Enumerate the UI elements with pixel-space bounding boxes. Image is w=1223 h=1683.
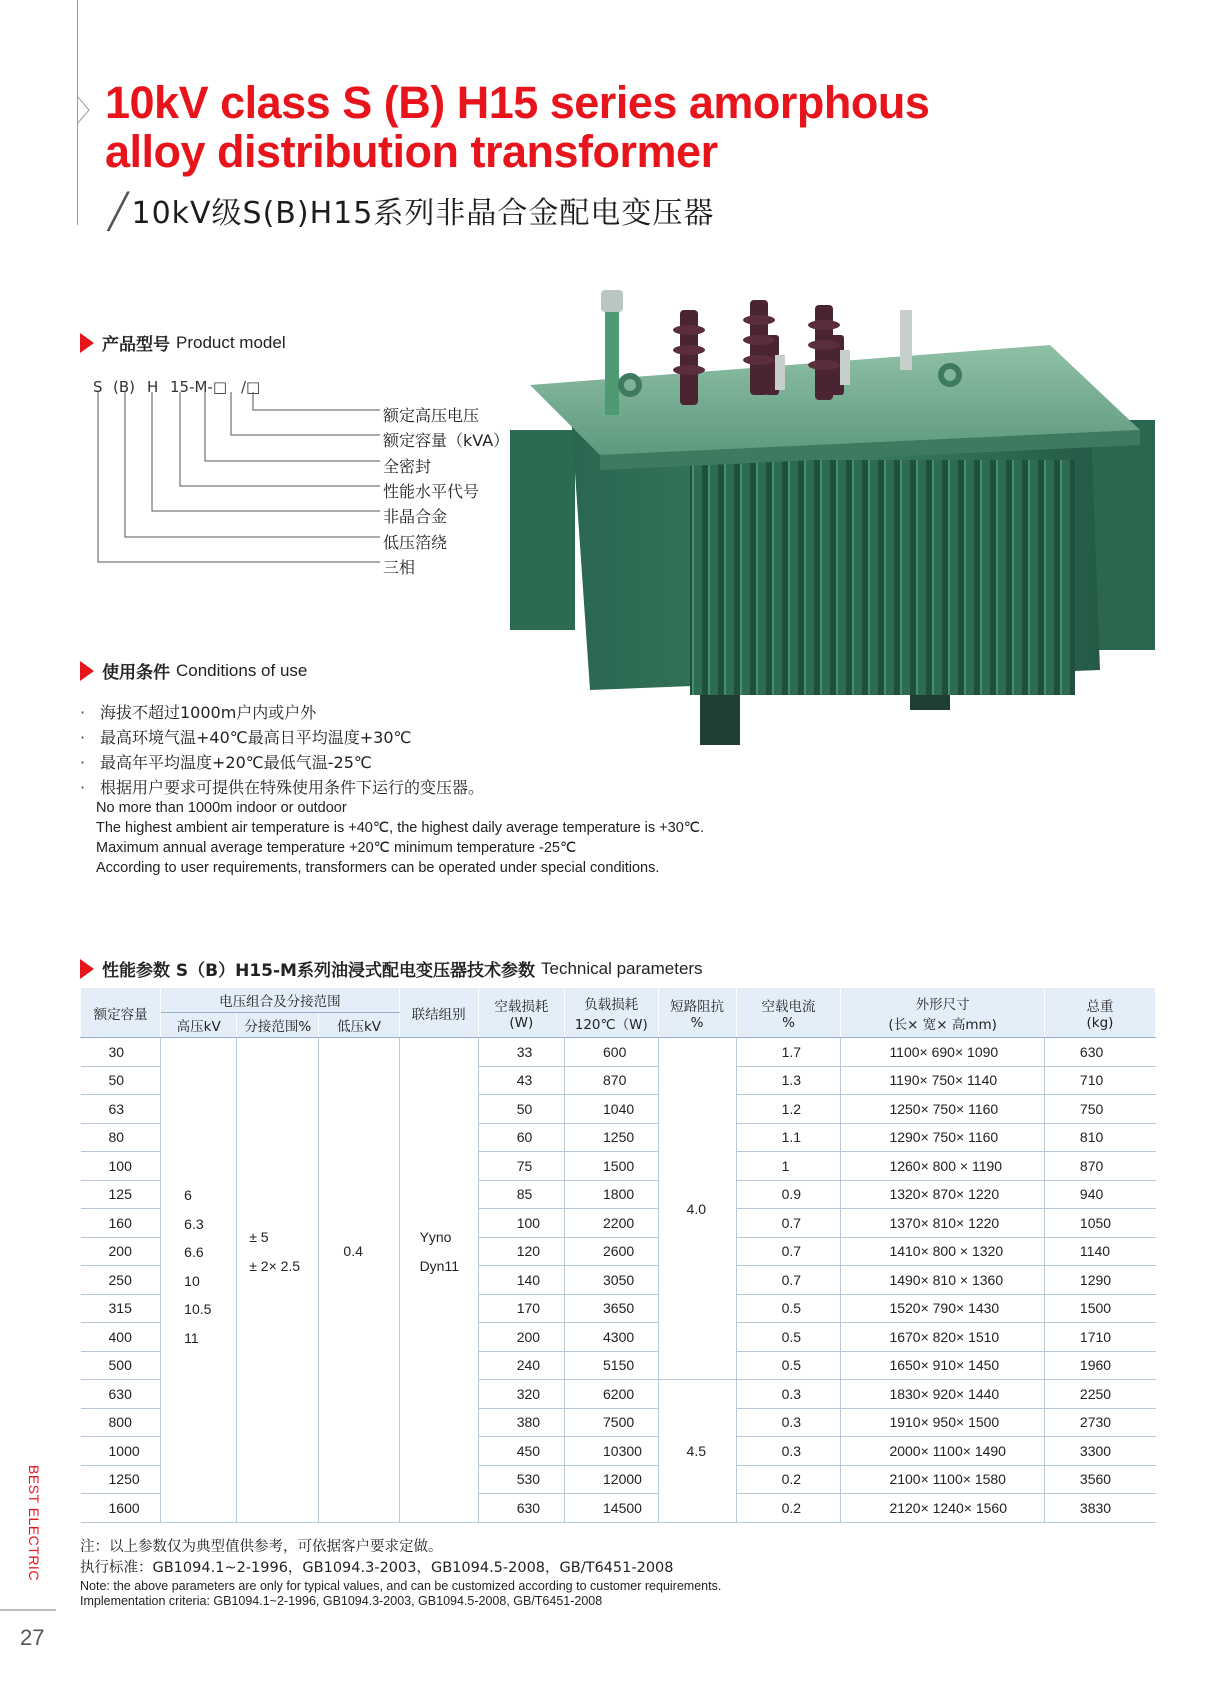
header-lv: 低压kV [319,1013,399,1038]
cell-load-loss: 1040 [565,1095,659,1124]
cell-load-loss: 2200 [565,1209,659,1238]
header-voltage-group: 电压组合及分接范围 [161,988,399,1013]
label-fully-sealed: 全密封 [383,457,432,476]
cell-noload-loss: 630 [478,1494,564,1523]
cell-capacity: 315 [81,1294,161,1323]
cell-noload-current: 1.7 [736,1038,841,1067]
list-item: · 最高年平均温度+20℃最低气温-25℃ [80,753,372,772]
cell-dimensions: 1410× 800 × 1320 [841,1237,1044,1266]
cell-noload-current: 0.9 [736,1180,841,1209]
cell-hv-voltages [161,1038,237,1523]
cell-value: 0.4 [343,1243,363,1259]
label-performance-code: 性能水平代号 [383,482,480,501]
cell-value: ± 5 [249,1229,269,1245]
cell-dimensions: 1670× 820× 1510 [841,1323,1044,1352]
cell-capacity: 63 [81,1095,161,1124]
cell-noload-current: 1.3 [736,1066,841,1095]
conditions-list-en [96,798,704,878]
cell-capacity: 50 [81,1066,161,1095]
section-heading-product-model: 产品型号 Product model [80,330,286,355]
cell-capacity: 125 [81,1180,161,1209]
cell-capacity: 1000 [81,1437,161,1466]
cell-noload-current: 0.7 [736,1237,841,1266]
cell-weight: 1710 [1044,1323,1155,1352]
red-triangle-icon [80,333,94,353]
cell-lv-voltage [319,1038,399,1523]
cell-value: 6.3 [184,1215,204,1232]
header-rule-notch [77,96,91,124]
cell-noload-loss: 33 [478,1038,564,1067]
cell-dimensions: 1830× 920× 1440 [841,1380,1044,1409]
cell-dimensions: 1290× 750× 1160 [841,1123,1044,1152]
cell-noload-loss: 240 [478,1351,564,1380]
cell-noload-loss: 120 [478,1237,564,1266]
list-item: No more than 1000m indoor or outdoor [96,800,347,816]
cell-load-loss: 10300 [565,1437,659,1466]
cell-load-loss: 1800 [565,1180,659,1209]
cell-noload-loss: 530 [478,1465,564,1494]
cell-noload-current: 0.2 [736,1494,841,1523]
cell-tap-range [237,1038,319,1523]
page-title-en: 10kV class S (B) H15 series amorphous alloy distribution transformer [105,77,930,177]
cell-noload-current: 0.5 [736,1294,841,1323]
cell-impedance-group: 4.0 [658,1038,736,1380]
cell-weight: 1960 [1044,1351,1155,1380]
cell-noload-loss: 100 [478,1209,564,1238]
cell-value: ± 2× 2.5 [249,1257,301,1274]
cell-noload-loss: 380 [478,1408,564,1437]
cell-dimensions: 1190× 750× 1140 [841,1066,1044,1095]
cell-noload-current: 0.7 [736,1209,841,1238]
label-three-phase: 三相 [383,558,416,577]
header-weight: 总重 (kg) [1044,988,1155,1038]
header-impedance: 短路阻抗 % [658,988,736,1038]
cell-noload-loss: 85 [478,1180,564,1209]
cell-load-loss: 870 [565,1066,659,1095]
page-number: 27 [20,1625,45,1650]
cell-weight: 1500 [1044,1294,1155,1323]
header-dimensions: 外形尺寸 (长× 宽× 高mm) [841,988,1044,1038]
standard-cn: 执行标准：GB1094.1~2-1996，GB1094.3-2003，GB1094.5-2008，GB/T6451-2008 [80,1560,674,1576]
header-noload-loss: 空载损耗 (W) [478,988,564,1038]
cell-value: 6 [184,1187,192,1203]
cell-load-loss: 7500 [565,1408,659,1437]
cell-load-loss: 1500 [565,1152,659,1181]
cell-noload-loss: 170 [478,1294,564,1323]
cell-noload-current: 0.3 [736,1437,841,1466]
cell-weight: 2250 [1044,1380,1155,1409]
list-item: According to user requirements, transformers can be operated under special conditions. [96,860,660,876]
header-noload-current: 空载电流 % [736,988,841,1038]
cell-capacity: 800 [81,1408,161,1437]
cell-weight: 870 [1044,1152,1155,1181]
cell-load-loss: 5150 [565,1351,659,1380]
section-heading-conditions: 使用条件 Conditions of use [80,658,307,683]
cell-capacity: 80 [81,1123,161,1152]
cell-noload-loss: 140 [478,1266,564,1295]
table-body [81,1038,1156,1523]
cell-weight: 630 [1044,1038,1155,1067]
cell-noload-current: 0.7 [736,1266,841,1295]
header-tap: 分接范围% [237,1013,319,1038]
cell-noload-loss: 43 [478,1066,564,1095]
cell-load-loss: 1250 [565,1123,659,1152]
cell-capacity: 1600 [81,1494,161,1523]
cell-capacity: 1250 [81,1465,161,1494]
cell-noload-current: 0.5 [736,1323,841,1352]
cell-noload-current: 1.2 [736,1095,841,1124]
transformer-image [510,290,1165,810]
cell-load-loss: 3050 [565,1266,659,1295]
cell-weight: 1290 [1044,1266,1155,1295]
cell-dimensions: 1520× 790× 1430 [841,1294,1044,1323]
cell-weight: 750 [1044,1095,1155,1124]
cell-value: 10.5 [184,1301,212,1317]
cell-noload-current: 0.3 [736,1380,841,1409]
cell-weight: 3300 [1044,1437,1155,1466]
cell-impedance-group: 4.5 [658,1380,736,1523]
cell-value: 10 [184,1272,200,1289]
cell-value: 11 [184,1329,199,1346]
page-title-cn: ╱10kV级S(B)H15系列非晶合金配电变压器 [108,192,715,232]
list-item: · 海拔不超过1000m户内或户外 [80,703,317,722]
cell-noload-current: 1 [736,1152,841,1181]
cell-dimensions: 2100× 1100× 1580 [841,1465,1044,1494]
red-triangle-icon [80,661,94,681]
cell-noload-loss: 75 [478,1152,564,1181]
cell-dimensions: 1250× 750× 1160 [841,1095,1044,1124]
cell-dimensions: 2120× 1240× 1560 [841,1494,1044,1523]
cell-noload-current: 1.1 [736,1123,841,1152]
table-row [81,1038,1156,1067]
cell-load-loss: 14500 [565,1494,659,1523]
header-load-loss: 负载损耗 120℃（W) [565,988,659,1038]
cell-noload-loss: 200 [478,1323,564,1352]
cell-capacity: 30 [81,1038,161,1067]
cell-vector-group [399,1038,478,1523]
cell-weight: 3560 [1044,1465,1155,1494]
note-en: Note: the above parameters are only for typical values, and can be customized according to customer requirements. [80,1579,722,1593]
section-heading-params: 性能参数 S（B）H15-M系列油浸式配电变压器技术参数 Technical parameters [80,956,703,981]
cell-load-loss: 3650 [565,1294,659,1323]
cell-load-loss: 2600 [565,1237,659,1266]
label-amorphous-alloy: 非晶合金 [383,507,448,526]
cell-dimensions: 1650× 910× 1450 [841,1351,1044,1380]
cell-dimensions: 1910× 950× 1500 [841,1408,1044,1437]
header-hv: 高压kV [161,1013,237,1038]
list-item: Maximum annual average temperature +20℃ minimum temperature -25℃ [96,840,577,856]
cell-load-loss: 6200 [565,1380,659,1409]
cell-value: 6.6 [184,1244,204,1260]
header-capacity: 额定容量 [81,988,161,1038]
cell-value: Dyn11 [419,1257,459,1274]
cell-dimensions: 1320× 870× 1220 [841,1180,1044,1209]
cell-noload-loss: 320 [478,1380,564,1409]
label-lv-foil-winding: 低压箔绕 [383,533,448,552]
cell-weight: 1140 [1044,1237,1155,1266]
cell-weight: 940 [1044,1180,1155,1209]
list-item: · 根据用户要求可提供在特殊使用条件下运行的变压器。 [80,778,485,797]
cell-weight: 1050 [1044,1209,1155,1238]
cell-weight: 710 [1044,1066,1155,1095]
cell-value: Yyno [419,1229,452,1245]
notes [80,1537,721,1609]
cell-load-loss: 12000 [565,1465,659,1494]
cell-dimensions: 1100× 690× 1090 [841,1038,1044,1067]
cell-noload-loss: 50 [478,1095,564,1124]
cell-noload-current: 0.5 [736,1351,841,1380]
cell-dimensions: 2000× 1100× 1490 [841,1437,1044,1466]
cell-noload-loss: 450 [478,1437,564,1466]
cell-noload-current: 0.2 [736,1465,841,1494]
red-triangle-icon [80,959,94,979]
cell-capacity: 160 [81,1209,161,1238]
standard-en: Implementation criteria: GB1094.1~2-1996, GB1094.3-2003, GB1094.5-2008, GB/T6451-2008 [80,1594,603,1608]
cell-dimensions: 1370× 810× 1220 [841,1209,1044,1238]
cell-noload-current: 0.3 [736,1408,841,1437]
cell-noload-loss: 60 [478,1123,564,1152]
cell-weight: 810 [1044,1123,1155,1152]
brand-label: BEST ELECTRIC [26,1465,42,1581]
cell-capacity: 250 [81,1266,161,1295]
model-code-leader-lines [90,390,390,570]
cell-dimensions: 1490× 810 × 1360 [841,1266,1044,1295]
cell-capacity: 400 [81,1323,161,1352]
cell-capacity: 100 [81,1152,161,1181]
cell-dimensions: 1260× 800 × 1190 [841,1152,1044,1181]
list-item: · 最高环境气温+40℃最高日平均温度+30℃ [80,728,412,747]
list-item: The highest ambient air temperature is +40℃, the highest daily average temperature is +30℃. [96,820,705,836]
label-rated-capacity: 额定容量（kVA） [383,431,510,450]
page-number-rule [0,1609,56,1611]
header-vector-group: 联结组别 [399,988,478,1038]
cell-weight: 2730 [1044,1408,1155,1437]
note-cn: 注：以上参数仅为典型值供参考，可依据客户要求定做。 [80,1539,443,1555]
technical-parameters-table [80,987,1156,1523]
label-rated-hv: 额定高压电压 [383,406,480,425]
cell-load-loss: 600 [565,1038,659,1067]
cell-capacity: 500 [81,1351,161,1380]
cell-load-loss: 4300 [565,1323,659,1352]
cell-weight: 3830 [1044,1494,1155,1523]
cell-capacity: 630 [81,1380,161,1409]
cell-capacity: 200 [81,1237,161,1266]
